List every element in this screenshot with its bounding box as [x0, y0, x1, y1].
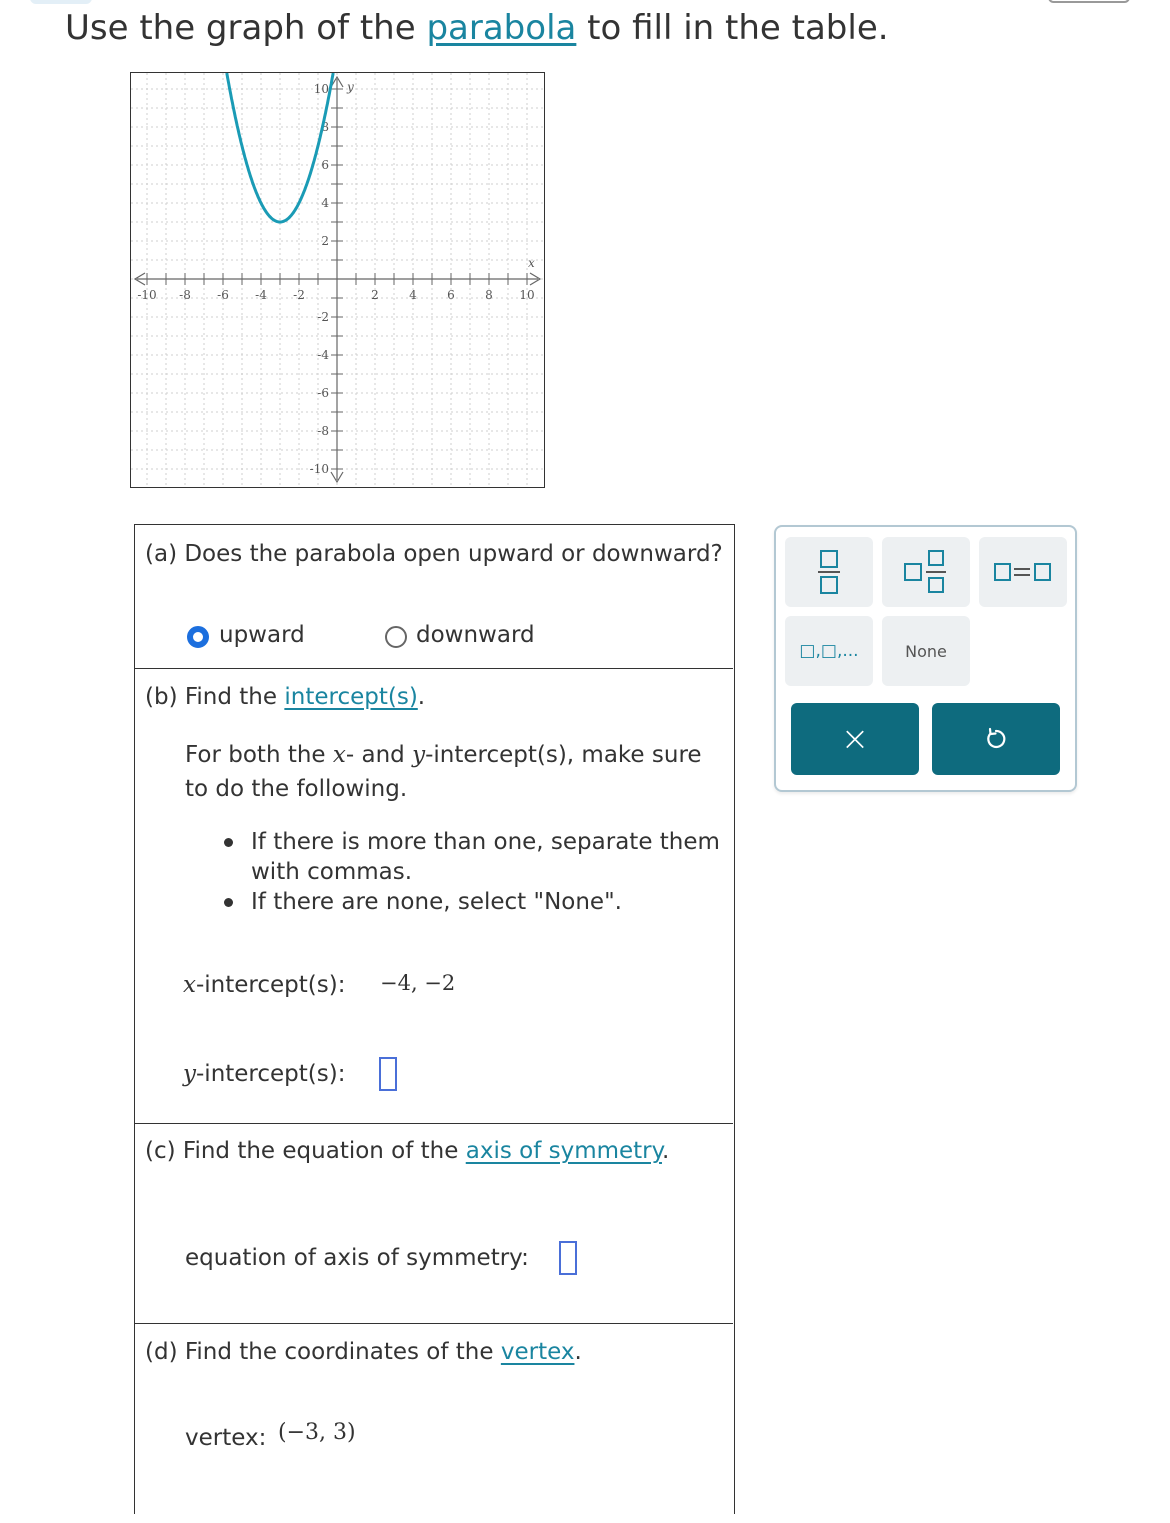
instr-pre: For both the — [185, 742, 333, 768]
y-tick-label: 6 — [321, 158, 329, 172]
x-tick-label: 6 — [447, 288, 455, 302]
bullet-2 — [224, 898, 233, 907]
axis-of-symmetry-input[interactable] — [559, 1241, 577, 1275]
bullet-2-text: If there are none, select "None". — [251, 889, 622, 915]
part-d-heading-suffix: . — [574, 1339, 582, 1365]
vertex-answer[interactable]: (−3, 3) — [278, 1420, 356, 1445]
part-d-section — [135, 1323, 733, 1523]
parabola-link[interactable]: parabola — [426, 8, 577, 48]
x-tick-labels — [137, 288, 534, 302]
close-icon: × — [840, 719, 870, 759]
instr-post: -intercept(s), make sure — [425, 742, 702, 768]
undo-icon — [984, 727, 1008, 751]
y-tick-label: -8 — [317, 424, 329, 438]
y-tick-label: 10 — [313, 82, 329, 96]
top-tab-right[interactable] — [1048, 0, 1130, 3]
x-tick-label: -8 — [179, 288, 191, 302]
part-b-heading-prefix: (b) Find the — [145, 684, 285, 710]
y-tick-label: -6 — [317, 386, 329, 400]
top-tab-left — [30, 0, 92, 4]
mixed-number-button[interactable] — [882, 537, 970, 607]
x-tick-label: -6 — [217, 288, 229, 302]
list-button-label: □,□,... — [799, 641, 859, 661]
part-c-heading-prefix: (c) Find the equation of the — [145, 1138, 466, 1164]
y-intercept-label — [183, 1061, 345, 1087]
none-button-label: None — [905, 641, 947, 661]
y-axis-label: y — [347, 80, 354, 94]
y-intercept-input[interactable] — [379, 1057, 397, 1091]
x-intercept-answer[interactable]: −4, −2 — [380, 971, 456, 995]
title-suffix: to fill in the table. — [576, 8, 889, 48]
title-prefix: Use the graph of the — [65, 8, 427, 48]
part-c-heading-suffix: . — [661, 1138, 670, 1164]
bullet-1 — [224, 838, 233, 847]
x-tick-label: 4 — [409, 288, 417, 302]
intercepts-link[interactable]: intercept(s) — [284, 684, 418, 710]
y-tick-label: -4 — [317, 348, 329, 362]
instr-mid: - and — [345, 742, 413, 768]
graph-axes — [135, 77, 540, 482]
instr-x: x — [332, 742, 346, 768]
y-tick-label: 4 — [321, 196, 329, 210]
parabola-graph — [130, 72, 545, 488]
x-axis-label: x — [528, 256, 535, 270]
x-tick-label: 10 — [519, 288, 535, 302]
axis-of-symmetry-link[interactable]: axis of symmetry — [465, 1138, 662, 1164]
x-label-text: -intercept(s): — [195, 972, 346, 998]
instr-y: y — [412, 742, 426, 768]
part-a-question: (a) Does the parabola open upward or downward? — [145, 541, 723, 567]
math-keypad — [774, 525, 1077, 792]
none-button[interactable] — [882, 616, 970, 686]
part-d-heading — [145, 1339, 582, 1365]
y-tick-label: 8 — [321, 120, 329, 134]
part-a-section — [135, 525, 733, 668]
question-table — [134, 524, 735, 1514]
x-intercept-label — [183, 972, 345, 998]
part-b-heading-suffix: . — [417, 684, 426, 710]
y-tick-label: -10 — [309, 462, 329, 476]
part-c-heading — [145, 1138, 669, 1164]
part-b-section — [135, 668, 733, 1123]
part-b-heading — [145, 684, 425, 710]
x-tick-label: -2 — [293, 288, 305, 302]
radio-downward[interactable] — [385, 626, 407, 648]
x-tick-label: -4 — [255, 288, 267, 302]
label-upward[interactable]: upward — [219, 622, 305, 648]
axis-of-symmetry-label: equation of axis of symmetry: — [185, 1245, 529, 1271]
page-title — [65, 8, 889, 48]
equation-icon — [992, 560, 1054, 584]
instructions-line-2: to do the following. — [185, 776, 408, 802]
radio-upward[interactable] — [187, 626, 209, 648]
instructions-line-1 — [185, 742, 702, 768]
graph-svg — [131, 73, 544, 486]
x-tick-label: 8 — [485, 288, 493, 302]
fraction-button[interactable] — [785, 537, 873, 607]
x-var: x — [183, 972, 196, 998]
clear-button[interactable] — [791, 703, 919, 775]
list-button[interactable] — [785, 616, 873, 686]
fraction-icon — [816, 547, 842, 597]
y-label-text: -intercept(s): — [196, 1061, 346, 1087]
bullet-1-line-1: If there is more than one, separate them — [251, 829, 720, 855]
equation-button[interactable] — [979, 537, 1067, 607]
y-tick-label: -2 — [317, 310, 329, 324]
part-c-section — [135, 1123, 733, 1323]
x-tick-label: -10 — [137, 288, 157, 302]
vertex-link[interactable]: vertex — [500, 1339, 575, 1365]
undo-button[interactable] — [932, 703, 1060, 775]
mixed-number-icon — [902, 547, 950, 597]
y-tick-label: 2 — [321, 234, 329, 248]
part-d-heading-prefix: (d) Find the coordinates of the — [145, 1339, 501, 1365]
x-tick-label: 2 — [371, 288, 379, 302]
y-var: y — [183, 1061, 196, 1087]
bullet-1-line-2: with commas. — [251, 859, 413, 885]
vertex-label: vertex: — [185, 1425, 267, 1451]
label-downward[interactable]: downward — [416, 622, 535, 648]
